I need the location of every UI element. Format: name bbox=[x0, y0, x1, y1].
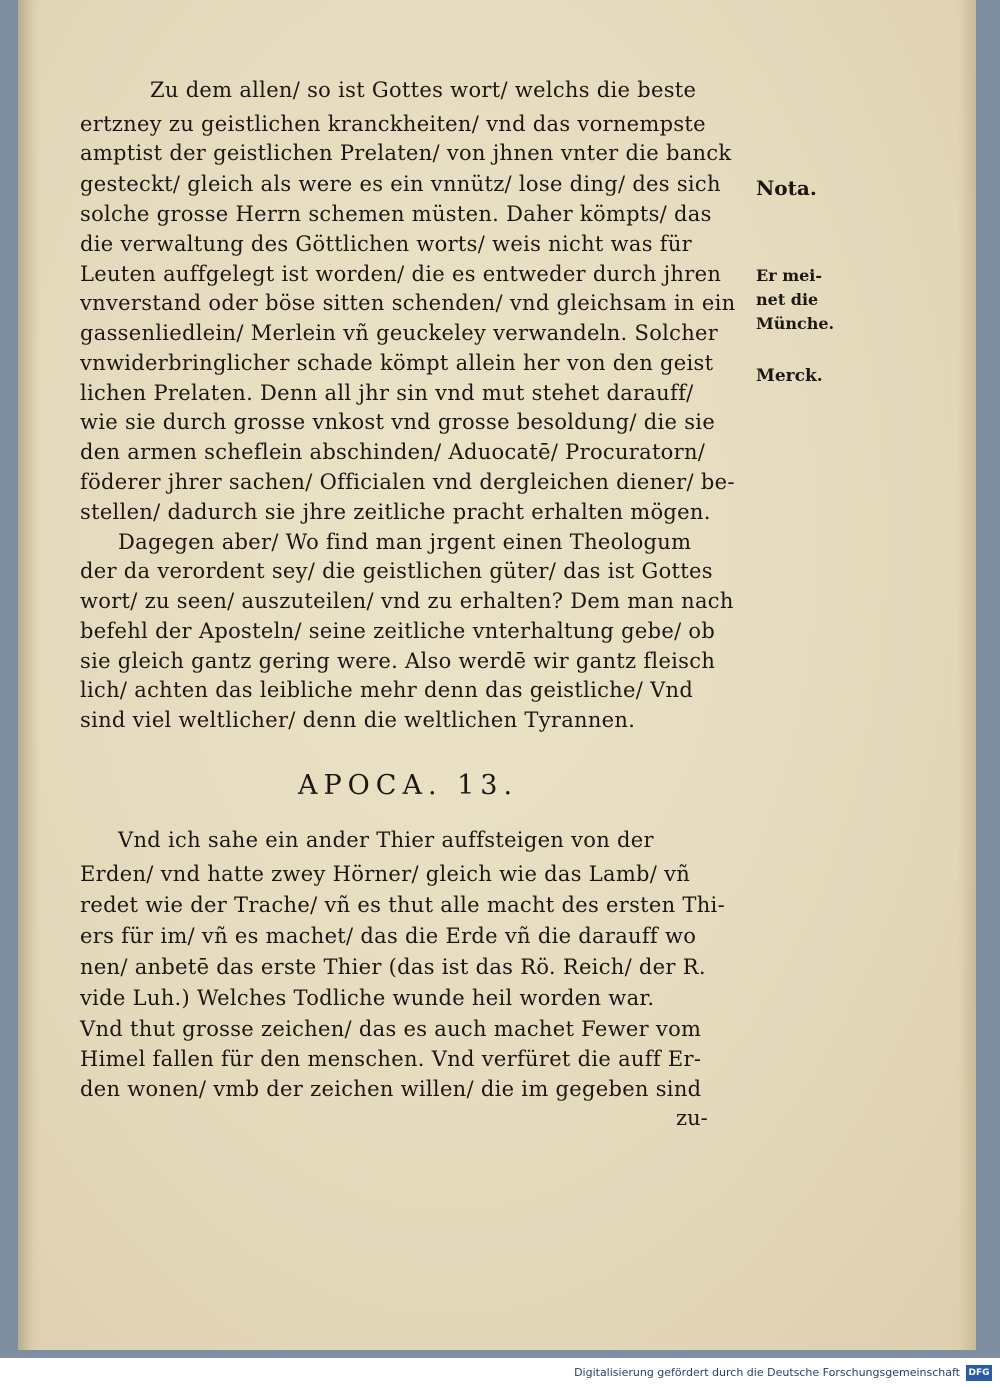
body-line: lichen Prelaten. Denn all jhr sin vnd mut stehet darauff/ bbox=[80, 381, 694, 405]
body-line: vnwiderbringlicher schade kömpt allein her von den geist bbox=[80, 351, 714, 375]
funding-credit: Digitalisierung gefördert durch die Deutsche Forschungsgemeinschaft bbox=[574, 1366, 960, 1379]
body-line: sie gleich gantz gering were. Also werdē wir gantz fleisch bbox=[80, 649, 716, 673]
verse-line: Vnd ich sahe ein ander Thier auffsteigen von der bbox=[118, 828, 654, 852]
body-line: vnverstand oder böse sitten schenden/ vnd gleichsam in ein bbox=[80, 291, 736, 315]
body-line: föderer jhrer sachen/ Officialen vnd dergleichen diener/ be- bbox=[80, 470, 735, 494]
verse-line: Vnd thut grosse zeichen/ das es auch machet Fewer vom bbox=[80, 1017, 702, 1041]
page-edge-shadow bbox=[958, 0, 976, 1350]
body-line: ertzney zu geistlichen kranckheiten/ vnd das vornempste bbox=[80, 112, 706, 136]
body-line: amptist der geistlichen Prelaten/ von jhnen vnter die banck bbox=[80, 141, 732, 165]
body-line: der da verordent sey/ die geistlichen güter/ das ist Gottes bbox=[80, 559, 713, 583]
dfg-logo: DFG bbox=[966, 1365, 992, 1381]
footer-bar bbox=[0, 1362, 1000, 1388]
body-line: Leuten auffgelegt ist worden/ die es entweder durch jhren bbox=[80, 262, 722, 286]
verse-line: nen/ anbetē das erste Thier (das ist das Rö. Reich/ der R. bbox=[80, 955, 706, 979]
verse-line: vide Luh.) Welches Todliche wunde heil worden war. bbox=[80, 986, 655, 1010]
margin-note-er-meinet-1: Er mei- bbox=[756, 266, 823, 285]
body-line: Dagegen aber/ Wo find man jrgent einen Theologum bbox=[118, 530, 692, 554]
body-line: gesteckt/ gleich als were es ein vnnütz/ lose ding/ des sich bbox=[80, 172, 721, 196]
body-line: die verwaltung des Göttlichen worts/ weis nicht was für bbox=[80, 232, 692, 256]
body-line: sind viel weltlicher/ denn die weltlichen Tyrannen. bbox=[80, 708, 636, 732]
verse-line: Erden/ vnd hatte zwey Hörner/ gleich wie das Lamb/ vñ bbox=[80, 862, 691, 886]
body-line: befehl der Aposteln/ seine zeitliche vnterhaltung gebe/ ob bbox=[80, 619, 716, 643]
margin-note-er-meinet-3: Münche. bbox=[756, 314, 835, 333]
body-line: stellen/ dadurch sie jhre zeitliche pracht erhalten mögen. bbox=[80, 500, 711, 524]
body-line: wie sie durch grosse vnkost vnd grosse besoldung/ die sie bbox=[80, 410, 716, 434]
margin-note-nota: Nota. bbox=[756, 176, 817, 200]
body-line: solche grosse Herrn schemen müsten. Daher kömpts/ das bbox=[80, 202, 712, 226]
verse-line: ers für im/ vñ es machet/ das die Erde vñ die darauff wo bbox=[80, 924, 697, 948]
body-line: lich/ achten das leibliche mehr denn das geistliche/ Vnd bbox=[80, 678, 694, 702]
verse-line: redet wie der Trache/ vñ es thut alle macht des ersten Thi- bbox=[80, 893, 725, 917]
body-line: gassenliedlein/ Merlein vñ geuckeley verwandeln. Solcher bbox=[80, 321, 719, 345]
verse-line: den wonen/ vmb der zeichen willen/ die im gegeben sind bbox=[80, 1077, 702, 1101]
body-line: wort/ zu seen/ auszuteilen/ vnd zu erhalten? Dem man nach bbox=[80, 589, 734, 613]
margin-note-merck: Merck. bbox=[756, 366, 823, 386]
verse-line: Himel fallen für den menschen. Vnd verfüret die auff Er- bbox=[80, 1047, 702, 1071]
margin-note-er-meinet-2: net die bbox=[756, 290, 819, 309]
body-line: den armen scheflein abschinden/ Aduocatē/ Procuratorn/ bbox=[80, 440, 706, 464]
body-line: Zu dem allen/ so ist Gottes wort/ welchs die beste bbox=[150, 78, 697, 102]
catchword: zu- bbox=[676, 1106, 708, 1130]
page-gutter-shadow bbox=[18, 0, 40, 1350]
section-heading: APOCA. 13. bbox=[298, 770, 519, 801]
